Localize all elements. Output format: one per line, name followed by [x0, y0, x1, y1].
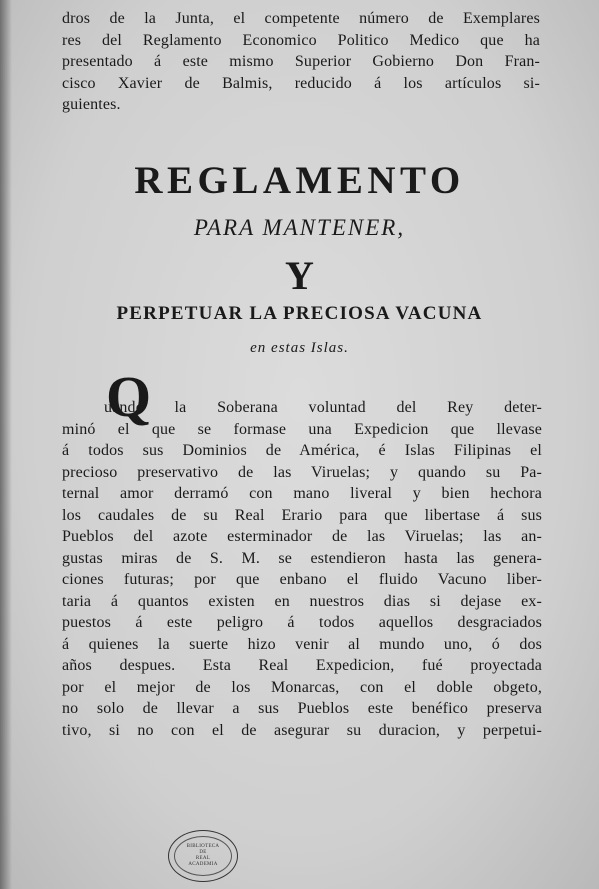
stamp-line: ACADEMIA — [188, 862, 218, 867]
body-line: taria á quantos existen en nuestros dias si dejase ex- — [62, 592, 542, 610]
stamp-line: DE — [199, 850, 207, 855]
body-line: Pueblos del azote esterminador de las Viruelas; las an- — [62, 528, 542, 545]
intro-line: presentado á este mismo Superior Gobierno Don Fran- — [62, 53, 540, 70]
body-line: puestos á este peligro á todos aquellos desgraciados — [62, 614, 542, 631]
drop-cap: Q — [106, 364, 152, 429]
body-paragraph — [62, 397, 542, 741]
body-line: minó el que se formase una Expedicion que llevase — [62, 420, 542, 438]
body-line: ternal amor derramó con mano liveral y bien hechora — [62, 485, 542, 502]
heading-conjunction: Y — [285, 253, 314, 298]
body-line: años despues. Esta Real Expedicion, fué proyectada — [62, 657, 542, 674]
body-line: á quienes la suerte hizo venir al mundo uno, ó dos — [62, 635, 542, 653]
stamp-line: BIBLIOTECA — [186, 844, 220, 849]
intro-paragraph — [62, 8, 540, 116]
heading-subtitle-3: en estas Islas. — [250, 340, 349, 356]
body-line: gustas miras de S. M. se estendieron hasta las genera- — [62, 549, 542, 567]
body-line: precioso preservativo de las Viruelas; y quando su Pa- — [62, 463, 542, 481]
library-stamp — [168, 830, 238, 882]
library-stamp-text — [174, 836, 232, 876]
page-edge-shadow — [0, 0, 12, 889]
stamp-line: REAL — [195, 856, 211, 861]
document-title: REGLAMENTO — [134, 159, 465, 202]
body-line: uando la Soberana voluntad del Rey deter- — [104, 399, 542, 416]
heading-subtitle-2: PERPETUAR LA PRECIOSA VACUNA — [116, 303, 483, 324]
body-line: por el mejor de los Monarcas, con el doble obgeto, — [62, 678, 542, 696]
intro-line: guientes. — [62, 96, 121, 113]
heading-subtitle: PARA MANTENER, — [193, 215, 406, 240]
body-line: no solo de llevar a sus Pueblos este benéfico preserva — [62, 700, 542, 717]
body-line: tivo, si no con el de asegurar su duracion, y perpetui- — [62, 721, 542, 739]
body-line: ciones futuras; por que enbano el fluido Vacuno liber- — [62, 571, 542, 588]
intro-line: dros de la Junta, el competente número de Exemplares — [62, 10, 540, 27]
body-line: á todos sus Dominios de América, é Islas Filipinas el — [62, 442, 542, 459]
intro-line: res del Reglamento Economico Politico Medico que ha — [62, 31, 540, 49]
intro-line: cisco Xavier de Balmis, reducido á los artículos si- — [62, 74, 540, 92]
body-line: los caudales de su Real Erario para que libertase á sus — [62, 506, 542, 524]
